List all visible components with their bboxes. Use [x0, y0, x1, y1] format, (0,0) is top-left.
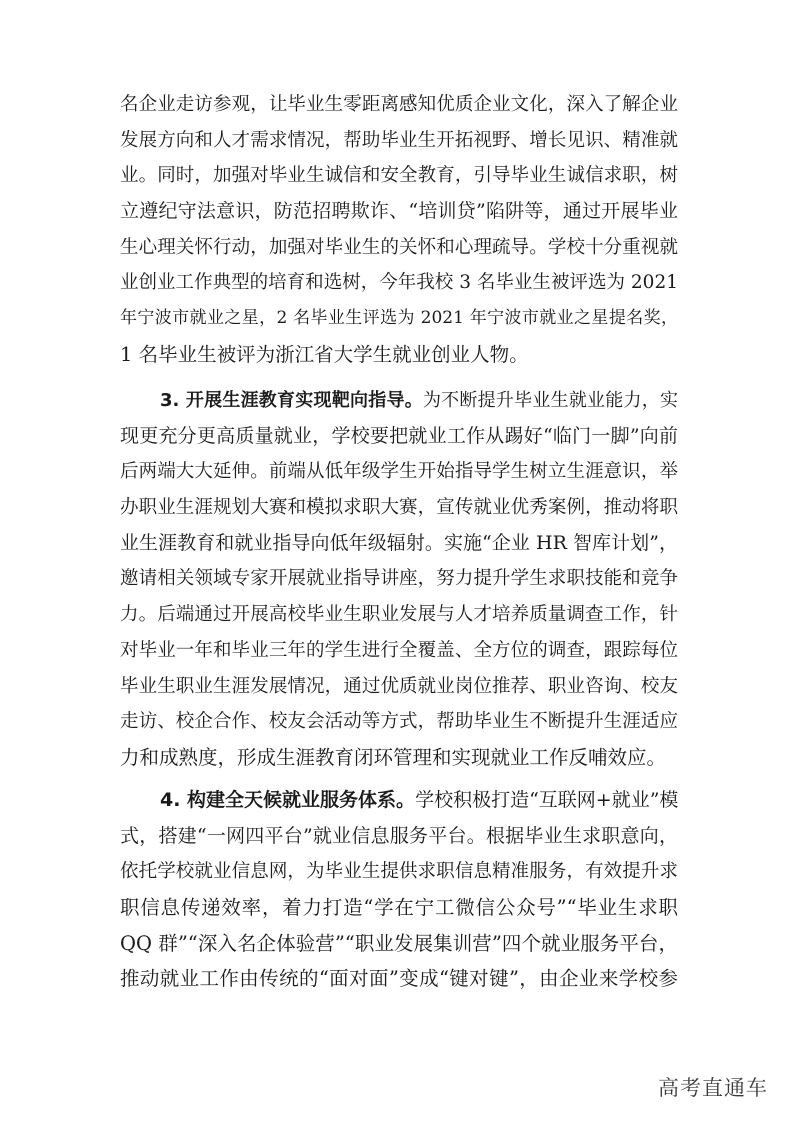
paragraph-graduate-visits — [120, 87, 678, 373]
text-line: 走访、校企合作、校友会活动等方式，帮助毕业生不断提升生涯适应 — [120, 711, 678, 733]
heading-line-rest: 学校积极打造“互联网+就业”模 — [415, 789, 678, 811]
text-line: 立遵纪守法意识，防范招聘欺诈、“培训贷”陷阱等，通过开展毕业 — [120, 200, 678, 223]
text-line: 职信息传递效率，着力打造“学在宁工微信公众号”“毕业生求职 — [120, 896, 678, 920]
text-line: 业。同时，加强对毕业生诚信和安全教育，引导毕业生诚信求职，树 — [120, 165, 678, 187]
text-line: 业生涯教育和就业指导向低年级辐射。实施“企业 HR 智库计划”， — [120, 531, 678, 554]
text-line: 办职业生涯规划大赛和模拟求职大赛，宣传就业优秀案例，推动将职 — [120, 497, 678, 519]
text-line: 对毕业一年和毕业三年的学生进行全覆盖、全方位的调查，跟踪每位 — [120, 639, 678, 661]
section-heading-4: 4. 构建全天候就业服务体系。 — [160, 789, 416, 811]
text-line: 推动就业工作由传统的“面对面”变成“键对键”，由企业来学校参 — [120, 967, 678, 991]
paragraph-career-education — [120, 383, 678, 776]
text-line — [120, 383, 678, 419]
text-line: 现更充分更高质量就业，学校要把就业工作从踢好“临门一脚”向前 — [120, 424, 678, 447]
text-line: 发展方向和人才需求情况，帮助毕业生开拓视野、增长见识、精准就 — [120, 129, 678, 151]
text-line: 式，搭建“一网四平台”就业信息服务平台。根据毕业生求职意向， — [120, 824, 678, 847]
text-line — [120, 783, 678, 819]
text-line: 毕业生职业生涯发展情况，通过优质就业岗位推荐、职业咨询、校友 — [120, 675, 678, 697]
text-line: 年宁波市就业之星，2 名毕业生评选为 2021 年宁波市就业之星提名奖， — [120, 308, 678, 329]
text-line: 业创业工作典型的培育和选树，今年我校 3 名毕业生被评选为 2021 — [120, 272, 678, 294]
section-heading-3: 3. 开展生涯教育实现靶向指导。 — [160, 390, 423, 411]
watermark-text: 高考直通车 — [658, 1076, 768, 1100]
text-line: 1 名毕业生被评为浙江省大学生就业创业人物。 — [120, 342, 529, 366]
text-line: 生心理关怀行动，加强对毕业生的关怀和心理疏导。学校十分重视就 — [120, 236, 678, 258]
text-line: 名企业走访参观，让毕业生零距离感知优质企业文化，深入了解企业 — [120, 94, 678, 115]
text-line: QQ 群”“深入名企体验营”“职业发展集训营”四个就业服务平台， — [120, 931, 678, 955]
text-line: 邀请相关领域专家开展就业指导讲座，努力提升学生求职技能和竞争 — [120, 568, 678, 590]
heading-line-rest: 为不断提升毕业生就业能力，实 — [422, 390, 678, 411]
text-line: 力和成熟度，形成生涯教育闭环管理和实现就业工作反哺效应。 — [120, 745, 667, 769]
text-line: 力。后端通过开展高校毕业生职业发展与人才培养质量调查工作，针 — [120, 604, 678, 626]
text-line: 依托学校就业信息网，为毕业生提供求职信息精准服务，有效提升求 — [120, 861, 678, 883]
paragraph-employment-service — [120, 783, 678, 997]
text-line: 后两端大大延伸。前端从低年级学生开始指导学生树立生涯意识，举 — [120, 461, 678, 483]
